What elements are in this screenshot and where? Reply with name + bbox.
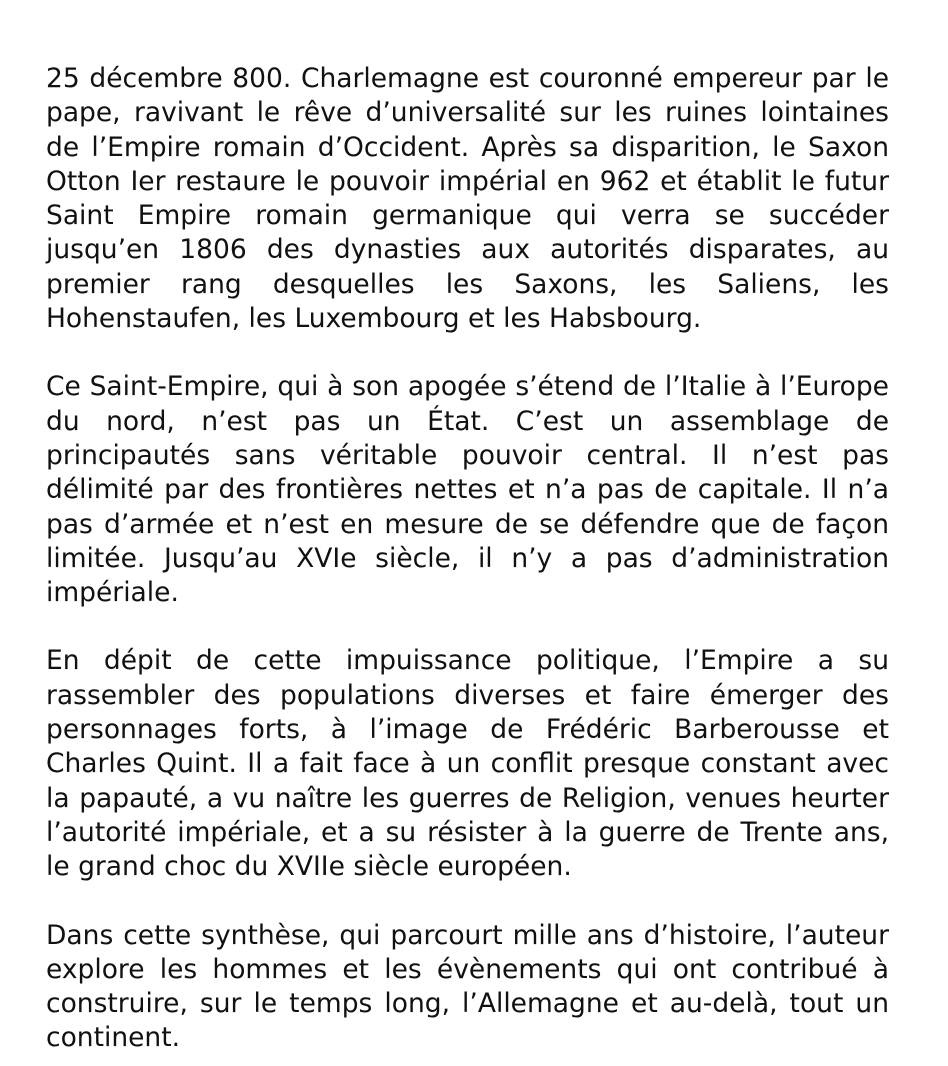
paragraph-coronation: 25 décembre 800. Charlemagne est couronné empereur par le pape, ravivant le rêve d’universalité sur les ruines lointaines de l’Empire romain d’Occident. Après sa disparition, le Saxon Otton Ier restaure le pouvoir impérial en 962 et établit le futur Saint Empire romain germanique qui verra se succéder jusqu’en 1806 des dynasties aux autorités disparates, au premier rang desquelles les Saxons, les Saliens, les Hohenstaufen, les Luxembourg et les Habsbourg. <box>46 63 889 335</box>
book-description <box>46 62 889 1056</box>
paragraph-political-weakness: En dépit de cette impuissance politique, l’Empire a su rassembler des populations diverses et faire émerger des personnages forts, à l’image de Frédéric Barberousse et Charles Quint. Il a fait face à un conflit presque constant avec la papauté, a vu naître les guerres de Religion, venues heurter l’autorité impériale, et a su résister à la guerre de Trente ans, le grand choc du XVIIe siècle européen. <box>46 645 889 883</box>
paragraph-not-a-state: Ce Saint-Empire, qui à son apogée s’étend de l’Italie à l’Europe du nord, n’est pas un État. C’est un assemblage de principautés sans véritable pouvoir central. Il n’est pas délimité par des frontières nettes et n’a pas de capitale. Il n’a pas d’armée et n’est en mesure de se défendre que de façon limitée. Jusqu’au XVIe siècle, il n’y a pas d’administration impériale. <box>46 371 889 609</box>
paragraph-synthesis: Dans cette synthèse, qui parcourt mille ans d’histoire, l’auteur explore les hommes et les évènements qui ont contribué à construire, sur le temps long, l’Allemagne et au-delà, tout un continent. <box>46 919 889 1054</box>
